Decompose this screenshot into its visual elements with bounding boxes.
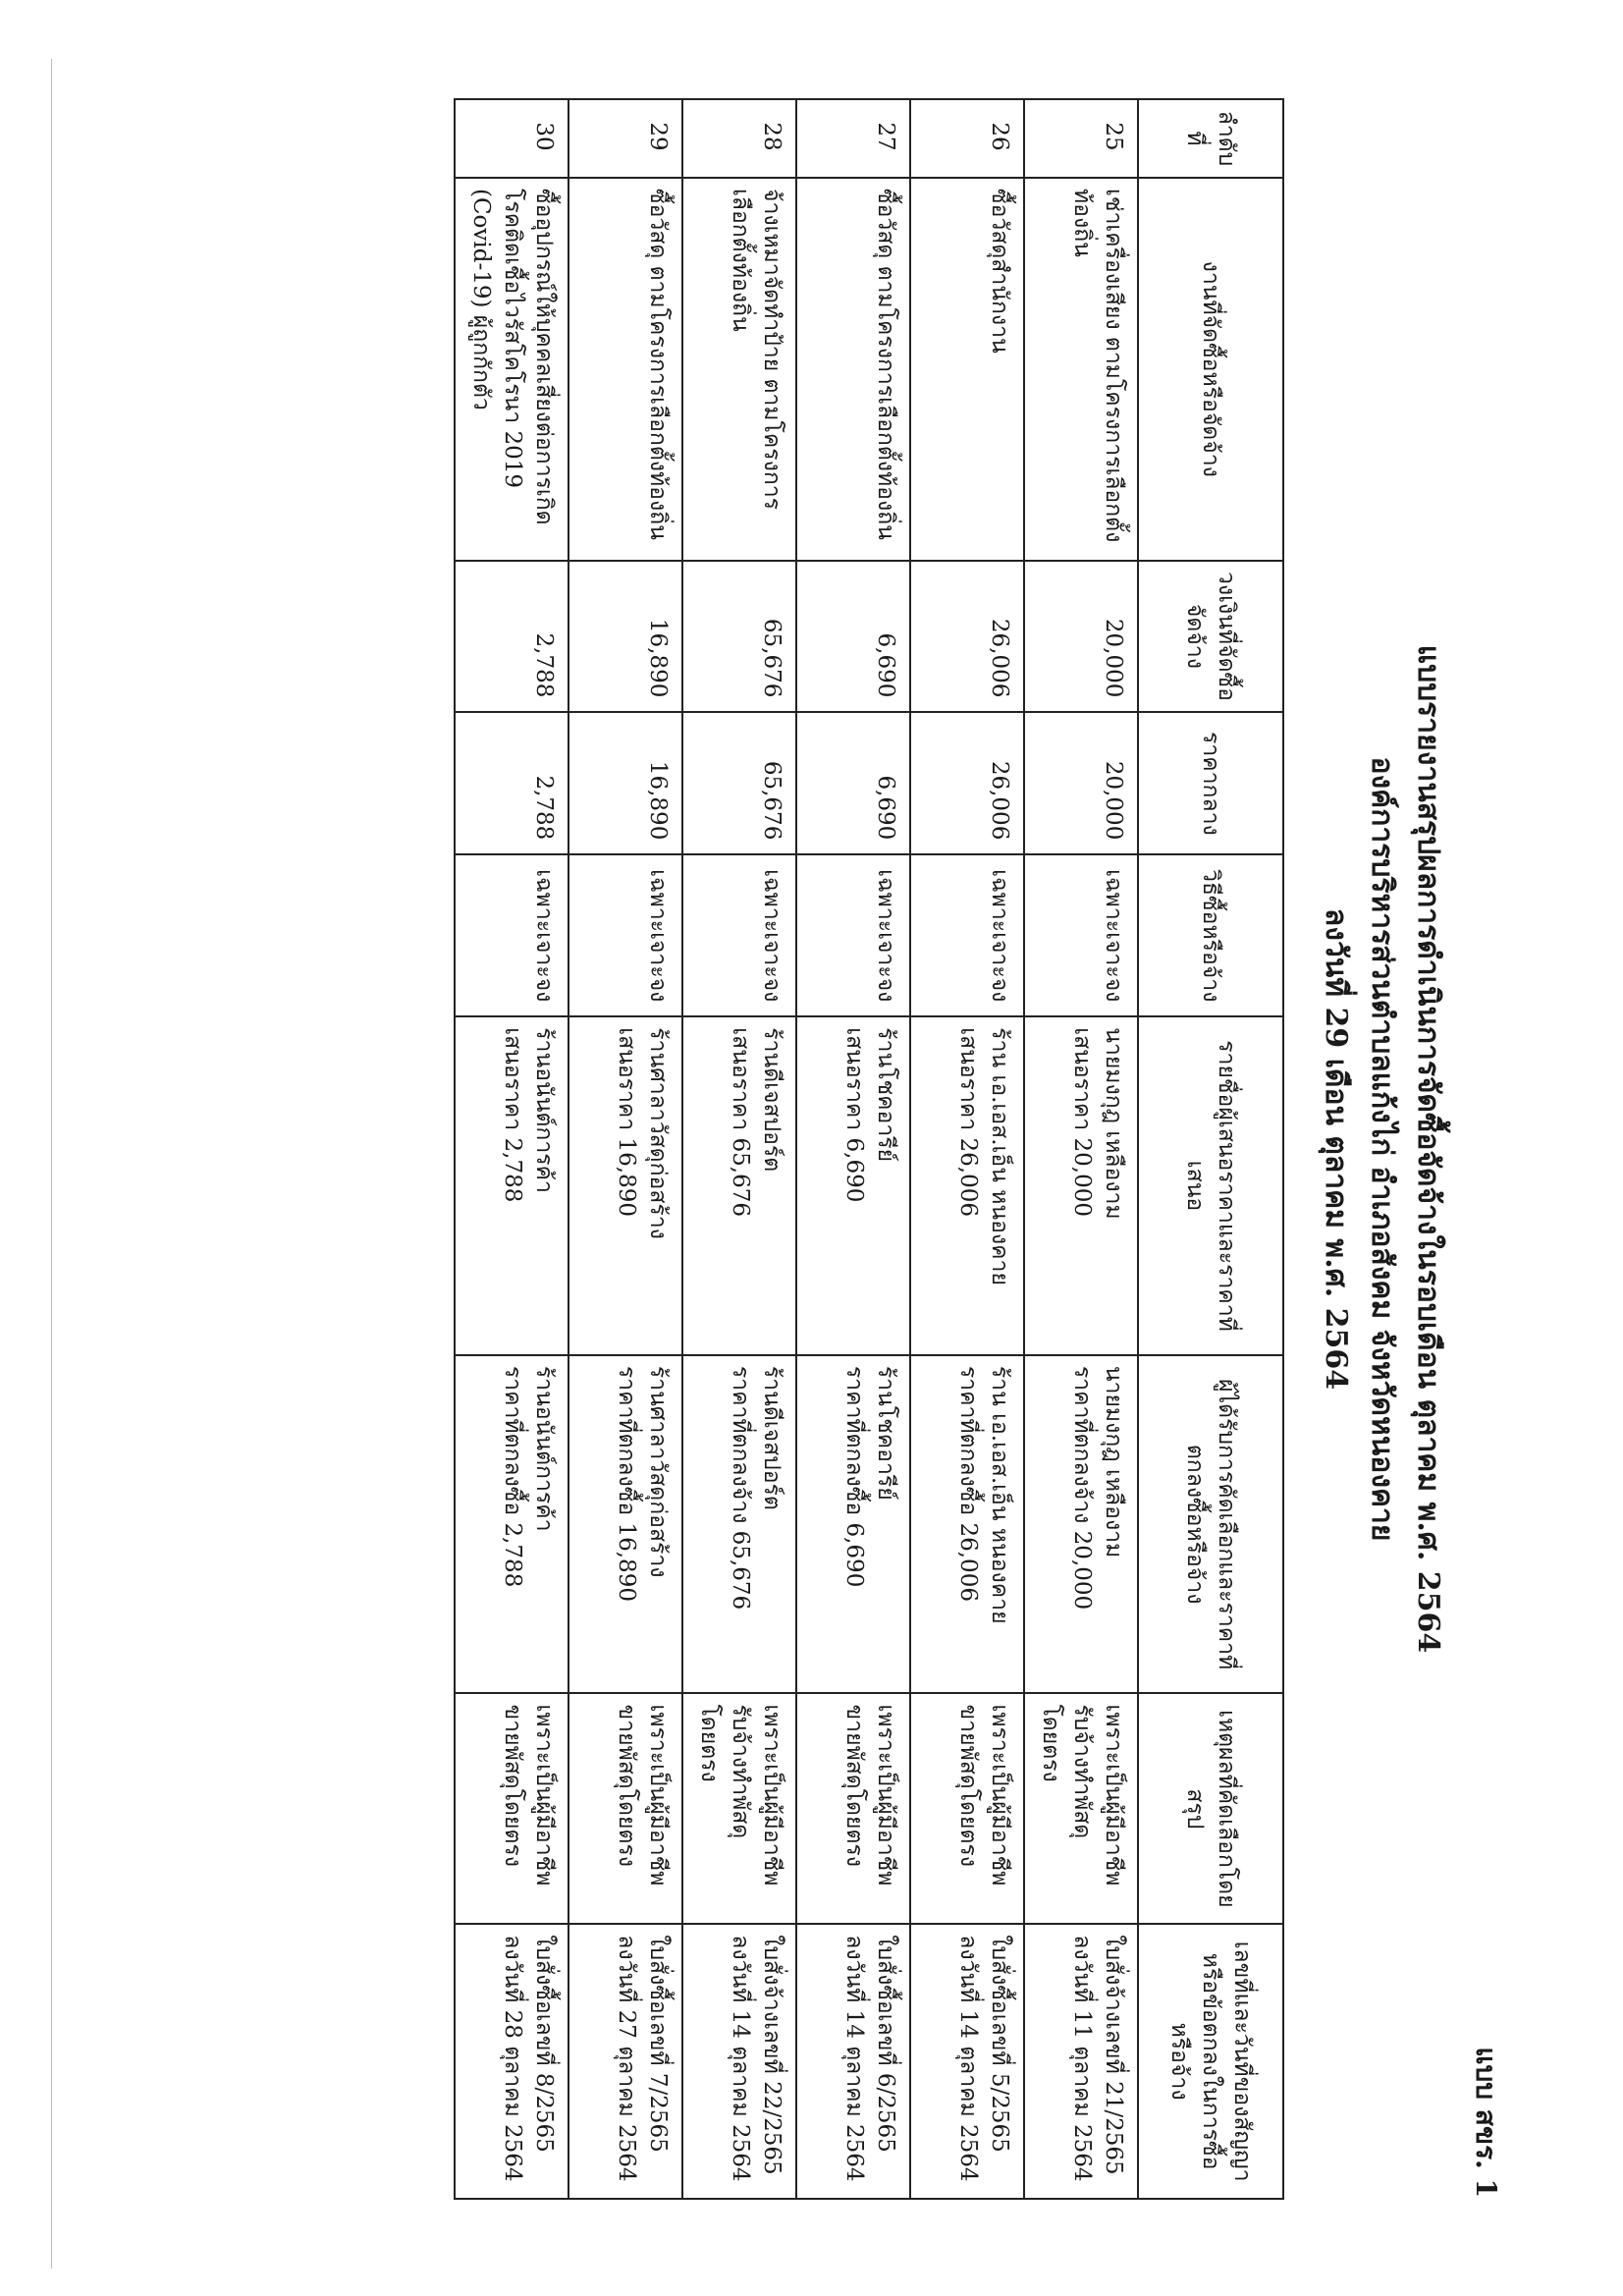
col-header-median: ราคากลาง (1138, 712, 1283, 854)
organization-name: องค์การบริหารส่วนตำบลแก้งไก่ อำเภอสังคม จังหวัดหนองคาย (1365, 756, 1399, 1542)
winner-info (1024, 1355, 1138, 1694)
budget-amount: 26,006 (910, 561, 1024, 713)
project-name (910, 178, 1024, 561)
bidder-info-line: เสนอราคา 6,690 (840, 1027, 867, 1203)
bidder-info-line: ร้านอนันต์การค้า (531, 1027, 557, 1193)
table-row (455, 99, 568, 2199)
col-header-winner: ผู้ได้รับการคัดเลือกและราคาที่ตกลงซื้อหรือจ้าง (1138, 1355, 1283, 1694)
procurement-method: เฉพาะเจาะจง (796, 854, 910, 1016)
bidder-info (568, 1016, 682, 1355)
bidder-info (682, 1016, 796, 1355)
budget-amount: 20,000 (1024, 561, 1138, 713)
selection-reason (682, 1693, 796, 1924)
contract-info-line: ใบสั่งจ้างเลขที่ 21/2565 (1101, 1935, 1126, 2175)
project-name (1024, 178, 1138, 561)
col-header-item: งานที่จัดซื้อหรือจัดจ้าง (1138, 178, 1283, 561)
selection-reason-line: เพราะเป็นผู้มีอาชีพ (1101, 1704, 1126, 1886)
budget-amount: 6,690 (796, 561, 910, 713)
winner-info-line: ราคาที่ตกลงซื้อ 6,690 (840, 1365, 867, 1588)
contract-info (568, 1924, 682, 2199)
contract-info (455, 1924, 568, 2199)
bidder-info-line: เสนอราคา 2,788 (499, 1027, 525, 1203)
project-name (796, 178, 910, 561)
contract-info-line: ใบสั่งซื้อเลขที่ 7/2565 (645, 1935, 671, 2153)
selection-reason-line: เพราะเป็นผู้มีอาชีพ (531, 1704, 557, 1886)
table-header-row (1138, 99, 1283, 2199)
col-header-contract: เลขที่และวันที่ของสัญญาหรือข้อตกลงในการซื้อหรือจ้าง (1138, 1924, 1283, 2199)
table-row (910, 99, 1024, 2199)
budget-amount: 16,890 (568, 561, 682, 713)
table-row (568, 99, 682, 2199)
project-name-line: ซื้ออุปกรณ์ให้บุคคลเสี่ยงต่อการเกิด (531, 188, 557, 525)
col-header-bidders: รายชื่อผู้เสนอราคาและราคาที่เสนอ (1138, 1016, 1283, 1355)
col-header-budget: วงเงินที่จัดซื้อจัดจ้าง (1138, 561, 1283, 713)
median-price: 20,000 (1024, 712, 1138, 854)
table-row (1024, 99, 1138, 2199)
bidder-info-line: เสนอราคา 26,006 (954, 1027, 981, 1217)
procurement-method: เฉพาะเจาะจง (910, 854, 1024, 1016)
row-number: 28 (682, 99, 796, 178)
contract-info-line: ลงวันที่ 27 ตุลาคม 2564 (613, 1935, 639, 2182)
selection-reason-line: รับจ้างทำพัสดุโดยตรง (1037, 1704, 1095, 1839)
project-name-line: ซื้อวัสดุ ตามโครงการเลือกตั้งท้องถิ่น (645, 188, 671, 540)
selection-reason-line: เพราะเป็นผู้มีอาชีพ (759, 1704, 784, 1886)
project-name-line: ซื้อวัสดุสำนักงาน (987, 188, 1012, 354)
contract-info-line: ลงวันที่ 11 ตุลาคม 2564 (1068, 1935, 1095, 2182)
bidder-info-line: ร้าน เอ.เอส.เอ็น หนองคาย (987, 1027, 1012, 1285)
bidder-info (910, 1016, 1024, 1355)
contract-info (1024, 1924, 1138, 2199)
median-price: 6,690 (796, 712, 910, 854)
project-name-line: จ้างเหมาจัดทำป้าย ตามโครงการ (759, 188, 784, 511)
contract-info-line: ลงวันที่ 28 ตุลาคม 2564 (499, 1935, 525, 2182)
procurement-method: เฉพาะเจาะจง (1024, 854, 1138, 1016)
winner-info-line: ร้านดีเจสปอร์ต (759, 1365, 784, 1510)
project-name-line: โรคติดเชื้อไวรัสโคโรนา 2019 (499, 188, 525, 489)
row-number: 26 (910, 99, 1024, 178)
selection-reason (455, 1693, 568, 1924)
contract-info-line: ใบสั่งซื้อเลขที่ 5/2565 (987, 1935, 1012, 2153)
selection-reason-line: ขายพัสดุโดยตรง (954, 1704, 981, 1867)
selection-reason-line: รับจ้างทำพัสดุโดยตรง (695, 1704, 753, 1839)
winner-info-line: ราคาที่ตกลงซื้อ 2,788 (499, 1365, 525, 1588)
winner-info-line: นายมงกุฎ เหลืองาม (1101, 1365, 1126, 1558)
winner-info-line: ร้านอนันต์การค้า (531, 1365, 557, 1532)
selection-reason (796, 1693, 910, 1924)
contract-info-line: ลงวันที่ 14 ตุลาคม 2564 (727, 1935, 753, 2182)
col-header-reason: เหตุผลที่คัดเลือกโดยสรุป (1138, 1693, 1283, 1924)
project-name (682, 178, 796, 561)
bidder-info-line: นายมงกุฎ เหลืองาม (1101, 1027, 1126, 1220)
winner-info-line: ราคาที่ตกลงซื้อ 16,890 (613, 1365, 639, 1602)
winner-info-line: ราคาที่ตกลงจ้าง 20,000 (1068, 1365, 1095, 1611)
project-name-line: ซื้อวัสดุ ตามโครงการเลือกตั้งท้องถิ่น (873, 188, 898, 540)
winner-info-line: ราคาที่ตกลงซื้อ 26,006 (954, 1365, 981, 1602)
bidder-info-line: ร้านดีเจสปอร์ต (759, 1027, 784, 1173)
project-name-line: (Covid-19) ผู้ถูกกักตัว (467, 188, 494, 410)
selection-reason (568, 1693, 682, 1924)
median-price: 65,676 (682, 712, 796, 854)
report-date: ลงวันที่ 29 เดือน ตุลาคม พ.ศ. 2564 (1319, 907, 1353, 1391)
bidder-info-line: เสนอราคา 16,890 (613, 1027, 639, 1217)
winner-info-line: ราคาที่ตกลงจ้าง 65,676 (727, 1365, 753, 1611)
scan-edge-line (51, 59, 52, 2269)
bidder-info-line: ร้านโชคอารีย์ (873, 1027, 898, 1163)
selection-reason-line: ขายพัสดุโดยตรง (840, 1704, 867, 1867)
contract-info-line: ใบสั่งจ้างเลขที่ 22/2565 (759, 1935, 784, 2175)
median-price: 16,890 (568, 712, 682, 854)
bidder-info (796, 1016, 910, 1355)
report-title: แบบรายงานสรุปผลการดำเนินการจัดซื้อจัดจ้างในรอบเดือน ตุลาคม พ.ศ. 2564 (1411, 644, 1445, 1654)
winner-info-line: ร้านโชคอารีย์ (873, 1365, 898, 1501)
project-name-line: เลือกตั้งท้องถิ่น (727, 188, 753, 332)
contract-info-line: ใบสั่งซื้อเลขที่ 8/2565 (531, 1935, 557, 2153)
selection-reason-line: ขายพัสดุโดยตรง (499, 1704, 525, 1867)
project-name-line: เช่าเครื่องเสียง ตามโครงการเลือกตั้ง (1101, 188, 1126, 543)
winner-info (910, 1355, 1024, 1694)
col-header-method: วิธีซื้อหรือจ้าง (1138, 854, 1283, 1016)
winner-info (455, 1355, 568, 1694)
col-header-no: ลำดับที่ (1138, 99, 1283, 178)
selection-reason-line: เพราะเป็นผู้มีอาชีพ (645, 1704, 671, 1886)
bidder-info-line: เสนอราคา 65,676 (727, 1027, 753, 1217)
winner-info-line: ร้าน เอ.เอส.เอ็น หนองคาย (987, 1365, 1012, 1624)
procurement-method: เฉพาะเจาะจง (455, 854, 568, 1016)
project-name-line: ท้องถิ่น (1068, 188, 1095, 257)
procurement-table (454, 98, 1284, 2200)
budget-amount: 2,788 (455, 561, 568, 713)
winner-info (796, 1355, 910, 1694)
bidder-info (455, 1016, 568, 1355)
project-name (455, 178, 568, 561)
contract-info-line: ลงวันที่ 14 ตุลาคม 2564 (954, 1935, 981, 2182)
selection-reason (1024, 1693, 1138, 1924)
bidder-info (1024, 1016, 1138, 1355)
contract-info-line: ใบสั่งซื้อเลขที่ 6/2565 (873, 1935, 898, 2153)
selection-reason-line: เพราะเป็นผู้มีอาชีพ (873, 1704, 898, 1886)
bidder-info-line: ร้านศาลาวัสดุก่อสร้าง (645, 1027, 671, 1239)
selection-reason-line: ขายพัสดุโดยตรง (613, 1704, 639, 1867)
form-code: แบบ สขร. 1 (1470, 2047, 1502, 2198)
winner-info-line: ร้านศาลาวัสดุก่อสร้าง (645, 1365, 671, 1578)
median-price: 2,788 (455, 712, 568, 854)
table-row (796, 99, 910, 2199)
median-price: 26,006 (910, 712, 1024, 854)
project-name (568, 178, 682, 561)
selection-reason-line: เพราะเป็นผู้มีอาชีพ (987, 1704, 1012, 1886)
row-number: 27 (796, 99, 910, 178)
row-number: 30 (455, 99, 568, 178)
table-row (682, 99, 796, 2199)
winner-info (568, 1355, 682, 1694)
row-number: 29 (568, 99, 682, 178)
winner-info (682, 1355, 796, 1694)
contract-info (682, 1924, 796, 2199)
contract-info (796, 1924, 910, 2199)
procurement-method: เฉพาะเจาะจง (682, 854, 796, 1016)
row-number: 25 (1024, 99, 1138, 178)
budget-amount: 65,676 (682, 561, 796, 713)
contract-info-line: ลงวันที่ 14 ตุลาคม 2564 (840, 1935, 867, 2182)
selection-reason (910, 1693, 1024, 1924)
contract-info (910, 1924, 1024, 2199)
procurement-method: เฉพาะเจาะจง (568, 854, 682, 1016)
bidder-info-line: เสนอราคา 20,000 (1068, 1027, 1095, 1217)
